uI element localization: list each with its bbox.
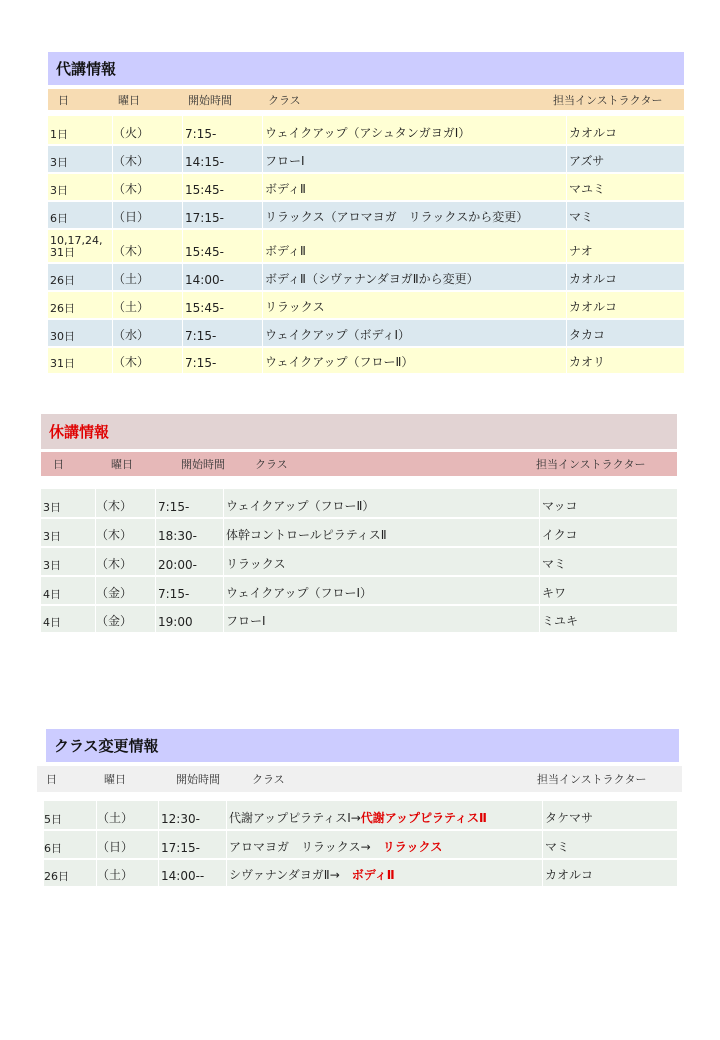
cell-instructor: ミユキ	[539, 606, 677, 632]
cell-class: リラックス（アロマヨガ リラックスから変更）	[262, 202, 566, 228]
cell-start: 12:30-	[158, 801, 226, 829]
cell-start: 17:15-	[158, 831, 226, 858]
cell-start: 14:00-	[182, 264, 262, 290]
cell-instructor: イクコ	[539, 519, 677, 546]
cell-class	[226, 801, 542, 829]
cell-day: 26日	[50, 274, 75, 287]
cell-instructor: カオルコ	[542, 860, 679, 886]
cell-day: 6日	[50, 212, 68, 225]
cell-day: 6日	[44, 842, 62, 855]
table-row	[48, 292, 684, 320]
cell-class: ウェイクアップ（フローⅠ）	[223, 577, 539, 604]
substitute-rows	[48, 116, 684, 375]
cell-class: リラックス	[262, 292, 566, 318]
cell-start: 7:15-	[182, 348, 262, 373]
header-day: 日	[53, 458, 64, 471]
cell-weekday: （木）	[95, 548, 155, 575]
cell-start: 7:15-	[155, 489, 223, 517]
cell-class: ウェイクアップ（ボディⅠ）	[262, 320, 566, 346]
header-weekday: 曜日	[104, 773, 126, 786]
cell-class: フローⅠ	[262, 146, 566, 172]
cell-day: 4日	[43, 588, 61, 601]
cancelled-header	[41, 452, 677, 476]
cell-weekday: （木）	[112, 230, 182, 262]
cell-weekday: （日）	[96, 831, 158, 858]
cell-class: ボディⅡ	[262, 230, 566, 262]
substitute-title: 代講情報	[48, 52, 684, 85]
table-row	[48, 264, 684, 292]
cell-instructor: マユミ	[566, 174, 684, 200]
cell-start: 20:00-	[155, 548, 223, 575]
table-row	[44, 801, 677, 831]
cell-weekday: （木）	[112, 174, 182, 200]
table-row	[48, 320, 684, 348]
substitute-header	[48, 89, 684, 110]
table-row	[48, 230, 684, 264]
header-start: 開始時間	[176, 773, 220, 786]
table-row	[44, 831, 677, 860]
table-row	[41, 489, 677, 519]
class-from: 代謝アップピラティスⅠ→	[229, 811, 361, 825]
cell-day: 10,17,24, 31日	[50, 234, 103, 259]
cell-day: 3日	[43, 501, 61, 514]
cell-instructor: マッコ	[539, 489, 677, 517]
class-from: シヴァナンダヨガⅡ→	[229, 868, 352, 882]
cancelled-rows	[41, 489, 677, 634]
cell-class	[226, 860, 542, 886]
cell-day: 4日	[43, 616, 61, 629]
class-from: アロマヨガ リラックス→	[229, 840, 383, 854]
cell-start: 7:15-	[182, 116, 262, 144]
cell-instructor: マミ	[539, 548, 677, 575]
cell-start: 14:00--	[158, 860, 226, 886]
class-to: リラックス	[382, 840, 443, 854]
cell-day: 3日	[43, 530, 61, 543]
header-weekday: 曜日	[111, 458, 133, 471]
cell-day: 3日	[50, 184, 68, 197]
table-row	[48, 348, 684, 375]
table-row	[41, 606, 677, 634]
header-class: クラス	[252, 773, 285, 786]
cell-instructor: カオルコ	[566, 292, 684, 318]
cancelled-section	[41, 414, 677, 634]
table-row	[48, 174, 684, 202]
cell-start: 7:15-	[182, 320, 262, 346]
cell-instructor: ナオ	[566, 230, 684, 262]
table-row	[41, 577, 677, 606]
class-change-section	[46, 729, 679, 888]
table-row	[41, 548, 677, 577]
cell-instructor: カオルコ	[566, 264, 684, 290]
cell-class	[226, 831, 542, 858]
header-weekday: 曜日	[118, 93, 140, 107]
cell-weekday: （土）	[112, 292, 182, 318]
class-change-rows	[44, 801, 677, 888]
substitute-section	[48, 52, 684, 375]
header-instructor: 担当インストラクター	[536, 458, 646, 471]
cancelled-title: 休講情報	[41, 414, 677, 449]
table-row	[48, 146, 684, 174]
cell-weekday: （木）	[95, 489, 155, 517]
header-day: 日	[58, 93, 69, 107]
cell-day: 3日	[43, 559, 61, 572]
cell-start: 17:15-	[182, 202, 262, 228]
cell-instructor: タケマサ	[542, 801, 679, 829]
cell-day: 31日	[50, 357, 75, 370]
class-to: ボディⅡ	[351, 868, 395, 882]
header-instructor: 担当インストラクター	[553, 93, 663, 107]
cell-day: 26日	[50, 302, 75, 315]
cell-start: 15:45-	[182, 230, 262, 262]
table-row	[41, 519, 677, 548]
cell-weekday: （木）	[95, 519, 155, 546]
cell-start: 7:15-	[155, 577, 223, 604]
header-start: 開始時間	[188, 93, 232, 107]
cell-weekday: （土）	[112, 264, 182, 290]
cell-weekday: （火）	[112, 116, 182, 144]
class-change-title: クラス変更情報	[46, 729, 679, 762]
cell-day: 5日	[44, 813, 62, 826]
cell-class: ウェイクアップ（フローⅡ）	[223, 489, 539, 517]
cell-day: 1日	[50, 128, 68, 141]
cell-weekday: （土）	[96, 860, 158, 886]
cell-start: 15:45-	[182, 292, 262, 318]
cell-instructor: マミ	[566, 202, 684, 228]
cell-class: リラックス	[223, 548, 539, 575]
table-row	[48, 202, 684, 230]
cell-instructor: マミ	[542, 831, 679, 858]
cell-class: ボディⅡ（シヴァナンダヨガⅡから変更）	[262, 264, 566, 290]
cell-class: 体幹コントロールピラティスⅡ	[223, 519, 539, 546]
cell-weekday: （金）	[95, 606, 155, 632]
cell-class: ウェイクアップ（アシュタンガヨガⅠ）	[262, 116, 566, 144]
cell-day: 3日	[50, 156, 68, 169]
cell-instructor: カオリ	[566, 348, 684, 373]
class-change-header	[37, 766, 682, 792]
cell-day: 30日	[50, 330, 75, 343]
cell-start: 19:00	[155, 606, 223, 632]
cell-class: ウェイクアップ（フローⅡ）	[262, 348, 566, 373]
cell-instructor: キワ	[539, 577, 677, 604]
cell-start: 15:45-	[182, 174, 262, 200]
class-to: 代謝アップピラティスⅡ	[360, 811, 487, 825]
cell-weekday: （水）	[112, 320, 182, 346]
cell-start: 14:15-	[182, 146, 262, 172]
cell-day: 26日	[44, 870, 69, 883]
table-row	[48, 116, 684, 146]
cell-class: フローⅠ	[223, 606, 539, 632]
cell-instructor: アズサ	[566, 146, 684, 172]
cell-weekday: （金）	[95, 577, 155, 604]
header-instructor: 担当インストラクター	[537, 773, 647, 786]
header-day: 日	[46, 773, 57, 786]
cell-weekday: （木）	[112, 146, 182, 172]
cell-weekday: （土）	[96, 801, 158, 829]
header-start: 開始時間	[181, 458, 225, 471]
cell-class: ボディⅡ	[262, 174, 566, 200]
cell-start: 18:30-	[155, 519, 223, 546]
cell-instructor: カオルコ	[566, 116, 684, 144]
cell-instructor: タカコ	[566, 320, 684, 346]
header-class: クラス	[255, 458, 288, 471]
table-row	[44, 860, 677, 888]
cell-weekday: （日）	[112, 202, 182, 228]
header-class: クラス	[268, 93, 301, 107]
cell-weekday: （木）	[112, 348, 182, 373]
